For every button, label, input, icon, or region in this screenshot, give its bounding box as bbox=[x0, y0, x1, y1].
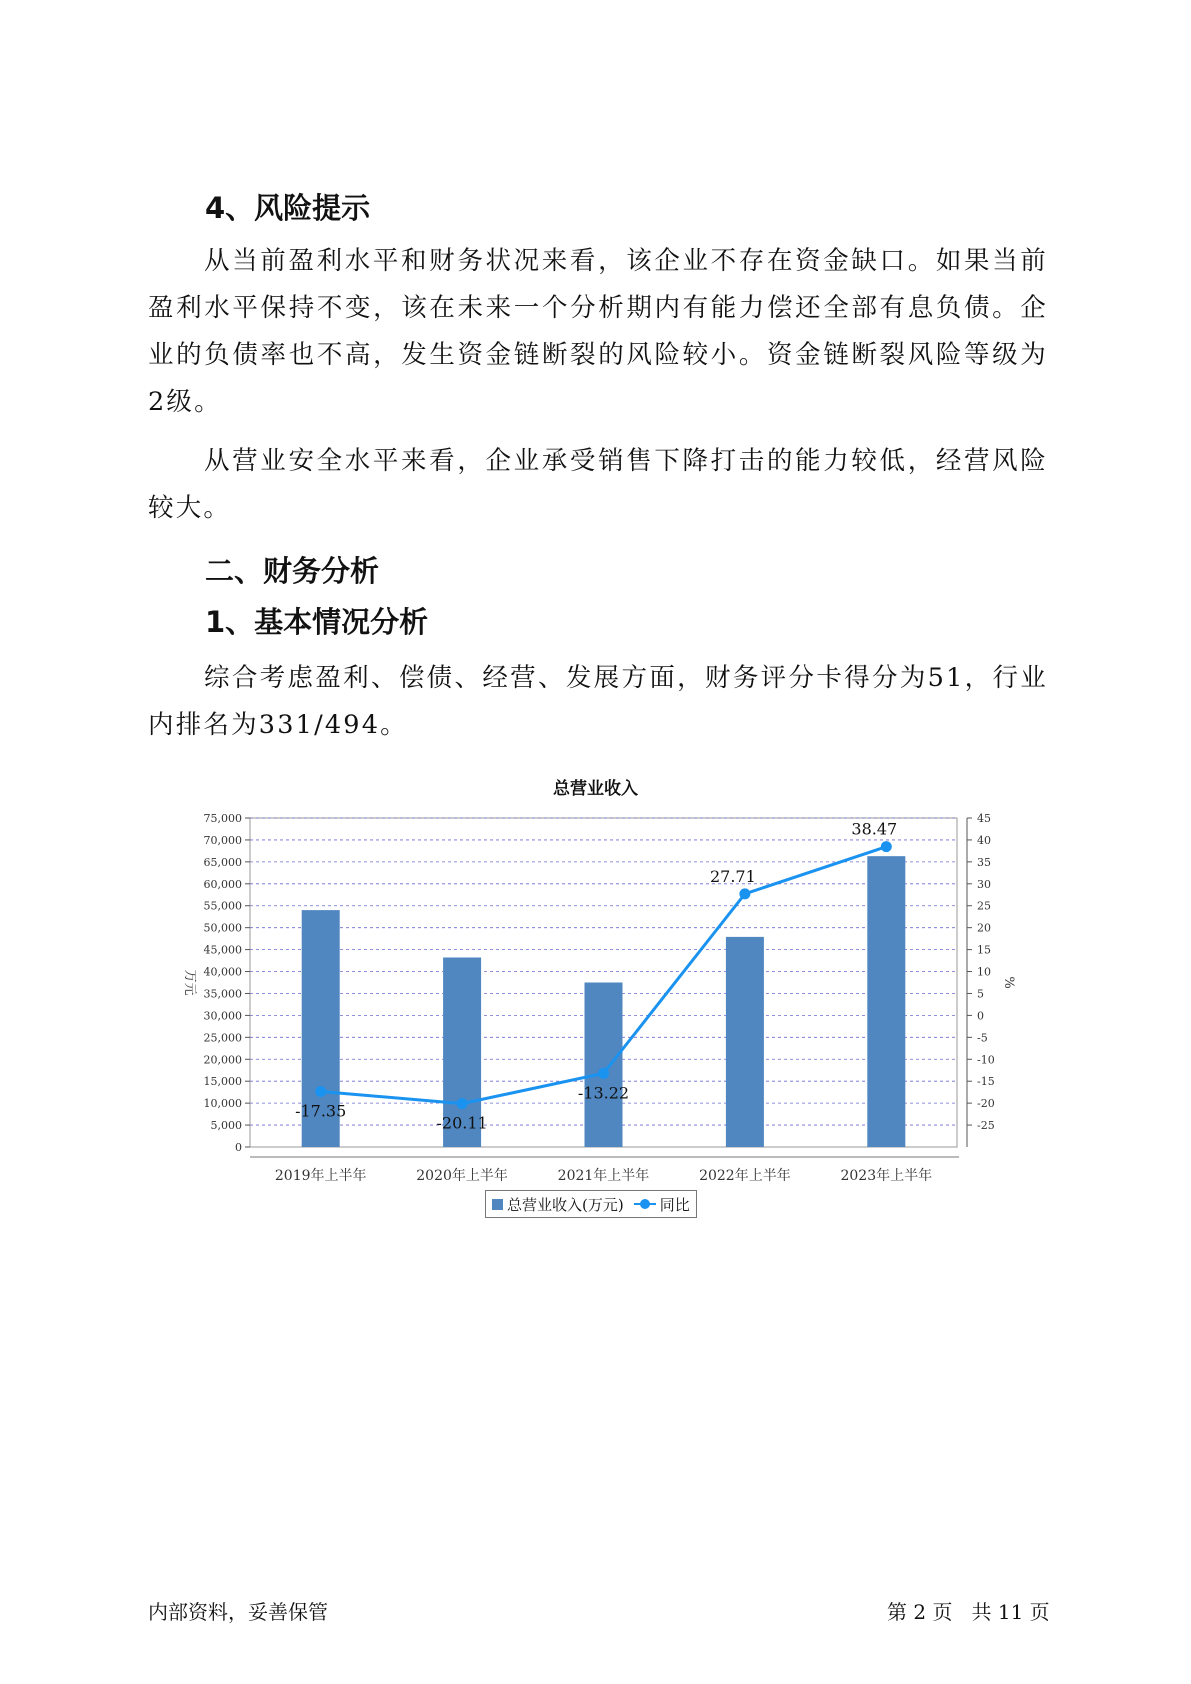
x-tick-label: 2020年上半年 bbox=[416, 1168, 508, 1184]
data-label-yoy: -13.22 bbox=[577, 1083, 630, 1103]
data-label-yoy: 27.71 bbox=[709, 866, 756, 886]
bar-revenue bbox=[585, 983, 623, 1148]
legend-swatch-line bbox=[634, 1198, 656, 1210]
chart-title: 总营业收入 bbox=[553, 779, 638, 799]
x-tick-label: 2021年上半年 bbox=[557, 1168, 650, 1184]
legend-swatch-bar bbox=[492, 1199, 503, 1210]
legend-item-yoy bbox=[634, 1194, 690, 1215]
x-tick-label: 2019年上半年 bbox=[274, 1168, 367, 1184]
risk-paragraph-2: 从营业安全水平来看，企业承受销售下降打击的能力较低，经营风险较大。 bbox=[148, 446, 1048, 523]
y2-tick-label: 0 bbox=[977, 1009, 984, 1023]
legend-label-yoy: 同比 bbox=[659, 1195, 690, 1214]
y2-tick-label: 15 bbox=[977, 943, 991, 957]
y2-axis-title: % bbox=[1001, 976, 1016, 989]
y-tick-label: 45,000 bbox=[203, 943, 242, 957]
y2-tick-label: 30 bbox=[977, 877, 991, 891]
y-tick-label: 40,000 bbox=[203, 965, 242, 979]
y2-tick-label: 40 bbox=[977, 833, 991, 847]
y2-tick-label: 10 bbox=[977, 965, 991, 979]
basic-analysis-paragraph: 综合考虑盈利、偿债、经营、发展方面，财务评分卡得分为51，行业内排名为331/494。 bbox=[148, 663, 1048, 740]
data-label-yoy: -17.35 bbox=[295, 1101, 347, 1121]
y-tick-label: 60,000 bbox=[203, 877, 242, 891]
sub-heading-basic-analysis: 1、基本情况分析 bbox=[205, 605, 429, 639]
data-label-yoy: -20.11 bbox=[436, 1113, 488, 1133]
data-label-yoy: 38.47 bbox=[851, 819, 898, 839]
y-tick-label: 50,000 bbox=[203, 921, 242, 935]
y-tick-label: 0 bbox=[235, 1141, 242, 1154]
legend-item-revenue bbox=[492, 1194, 624, 1215]
y2-tick-label: 35 bbox=[977, 855, 991, 869]
y-tick-label: 10,000 bbox=[203, 1097, 242, 1111]
x-tick-label: 2022年上半年 bbox=[699, 1168, 791, 1184]
y-tick-label: 25,000 bbox=[203, 1031, 242, 1045]
y-tick-label: 15,000 bbox=[203, 1075, 242, 1089]
point-yoy bbox=[457, 1098, 468, 1109]
y-tick-label: 65,000 bbox=[203, 855, 242, 869]
y-tick-label: 75,000 bbox=[203, 812, 242, 825]
footer-page-number: 第 2 页 共 11 页 bbox=[887, 1600, 1050, 1624]
chart-legend bbox=[485, 1190, 697, 1218]
y2-tick-label: -25 bbox=[977, 1119, 995, 1133]
section-heading-risk: 4、风险提示 bbox=[205, 191, 371, 225]
point-yoy bbox=[598, 1068, 609, 1079]
bar-revenue bbox=[726, 937, 764, 1147]
y2-tick-label: -15 bbox=[977, 1075, 995, 1089]
legend-label-revenue: 总营业收入(万元) bbox=[507, 1195, 624, 1214]
section-heading-financial-analysis: 二、财务分析 bbox=[205, 554, 380, 588]
y-axis-title: 万元 bbox=[182, 969, 197, 996]
point-yoy bbox=[881, 841, 892, 852]
y-tick-label: 20,000 bbox=[203, 1053, 242, 1067]
y2-tick-label: 45 bbox=[977, 812, 991, 825]
y-tick-label: 5,000 bbox=[210, 1119, 242, 1133]
y2-tick-label: -5 bbox=[977, 1031, 988, 1045]
y2-tick-label: 25 bbox=[977, 899, 991, 913]
x-tick-label: 2023年上半年 bbox=[840, 1168, 933, 1184]
y2-tick-label: -20 bbox=[977, 1097, 995, 1111]
bar-revenue bbox=[867, 856, 905, 1147]
y-tick-label: 55,000 bbox=[203, 899, 242, 913]
point-yoy bbox=[315, 1086, 326, 1097]
y-tick-label: 30,000 bbox=[203, 1009, 242, 1023]
y2-tick-label: -10 bbox=[977, 1053, 995, 1067]
y2-tick-label: 20 bbox=[977, 921, 991, 935]
y-tick-label: 70,000 bbox=[203, 833, 242, 847]
point-yoy bbox=[739, 888, 750, 899]
footer-left: 内部资料，妥善保管 bbox=[148, 1600, 328, 1624]
y2-tick-label: 5 bbox=[977, 987, 984, 1001]
y-tick-label: 35,000 bbox=[203, 987, 242, 1001]
risk-paragraph-1: 从当前盈利水平和财务状况来看，该企业不存在资金缺口。如果当前盈利水平保持不变，该在未来一个分析期内有能力偿还全部有息负债。企业的负债率也不高，发生资金链断裂的风险较小。资金链断裂风险等级为2级。 bbox=[148, 246, 1048, 417]
